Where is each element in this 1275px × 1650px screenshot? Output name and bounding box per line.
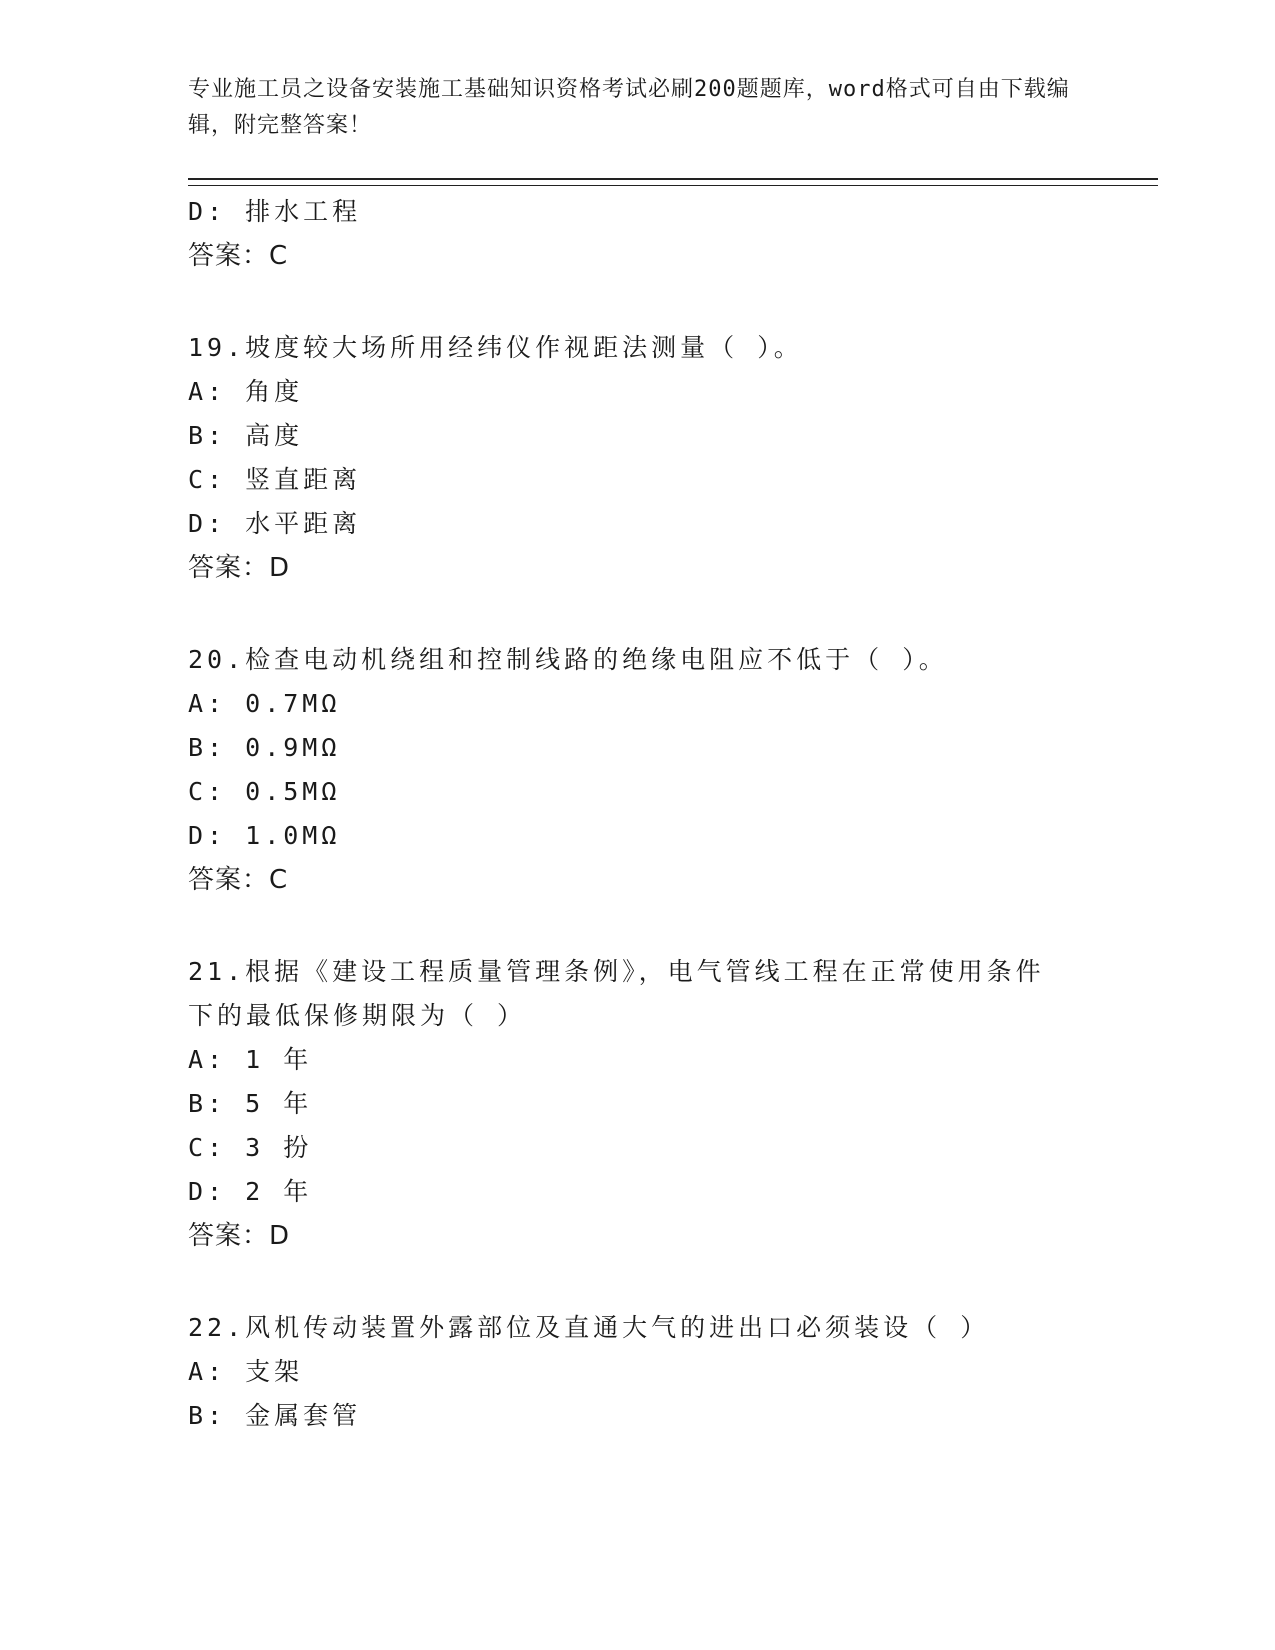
option-a: A: 支架	[188, 1357, 304, 1386]
previous-question-tail	[188, 190, 1088, 278]
question-text: 19.坡度较大场所用经纬仪作视距法测量（ ）。	[188, 333, 803, 362]
option-b: B: 0.9MΩ	[188, 733, 341, 762]
question-22	[188, 1306, 1088, 1438]
question-20	[188, 638, 1088, 902]
option-a: A: 0.7MΩ	[188, 689, 341, 718]
answer-line: 答案：C	[188, 865, 289, 895]
option-b: B: 5 年	[188, 1089, 313, 1118]
option-d: D: 水平距离	[188, 509, 362, 538]
option-c: C: 竖直距离	[188, 465, 362, 494]
header-divider	[188, 178, 1158, 186]
question-content	[188, 190, 1088, 1438]
option-a: A: 角度	[188, 377, 304, 406]
option-d: D: 1.0MΩ	[188, 821, 341, 850]
option-a: A: 1 年	[188, 1045, 313, 1074]
answer-line: 答案：D	[188, 1221, 291, 1251]
question-19	[188, 326, 1088, 590]
page-header: 专业施工员之设备安装施工基础知识资格考试必刷200题题库，word格式可自由下载编辑，附完整答案！	[188, 77, 1070, 138]
option-d: D: 排水工程	[188, 197, 362, 226]
option-c: C: 3 扮	[188, 1133, 313, 1162]
option-b: B: 金属套管	[188, 1401, 362, 1430]
option-d: D: 2 年	[188, 1177, 313, 1206]
question-21	[188, 950, 1088, 1258]
answer-line: 答案：C	[188, 241, 289, 271]
option-c: C: 0.5MΩ	[188, 777, 341, 806]
question-text: 20.检查电动机绕组和控制线路的绝缘电阻应不低于（ ）。	[188, 645, 948, 674]
question-text: 21.根据《建设工程质量管理条例》，电气管线工程在正常使用条件下的最低保修期限为（ ）	[188, 957, 1045, 1030]
option-b: B: 高度	[188, 421, 304, 450]
question-text: 22.风机传动装置外露部位及直通大气的进出口必须装设（ ）	[188, 1313, 990, 1342]
answer-line: 答案：D	[188, 553, 291, 583]
